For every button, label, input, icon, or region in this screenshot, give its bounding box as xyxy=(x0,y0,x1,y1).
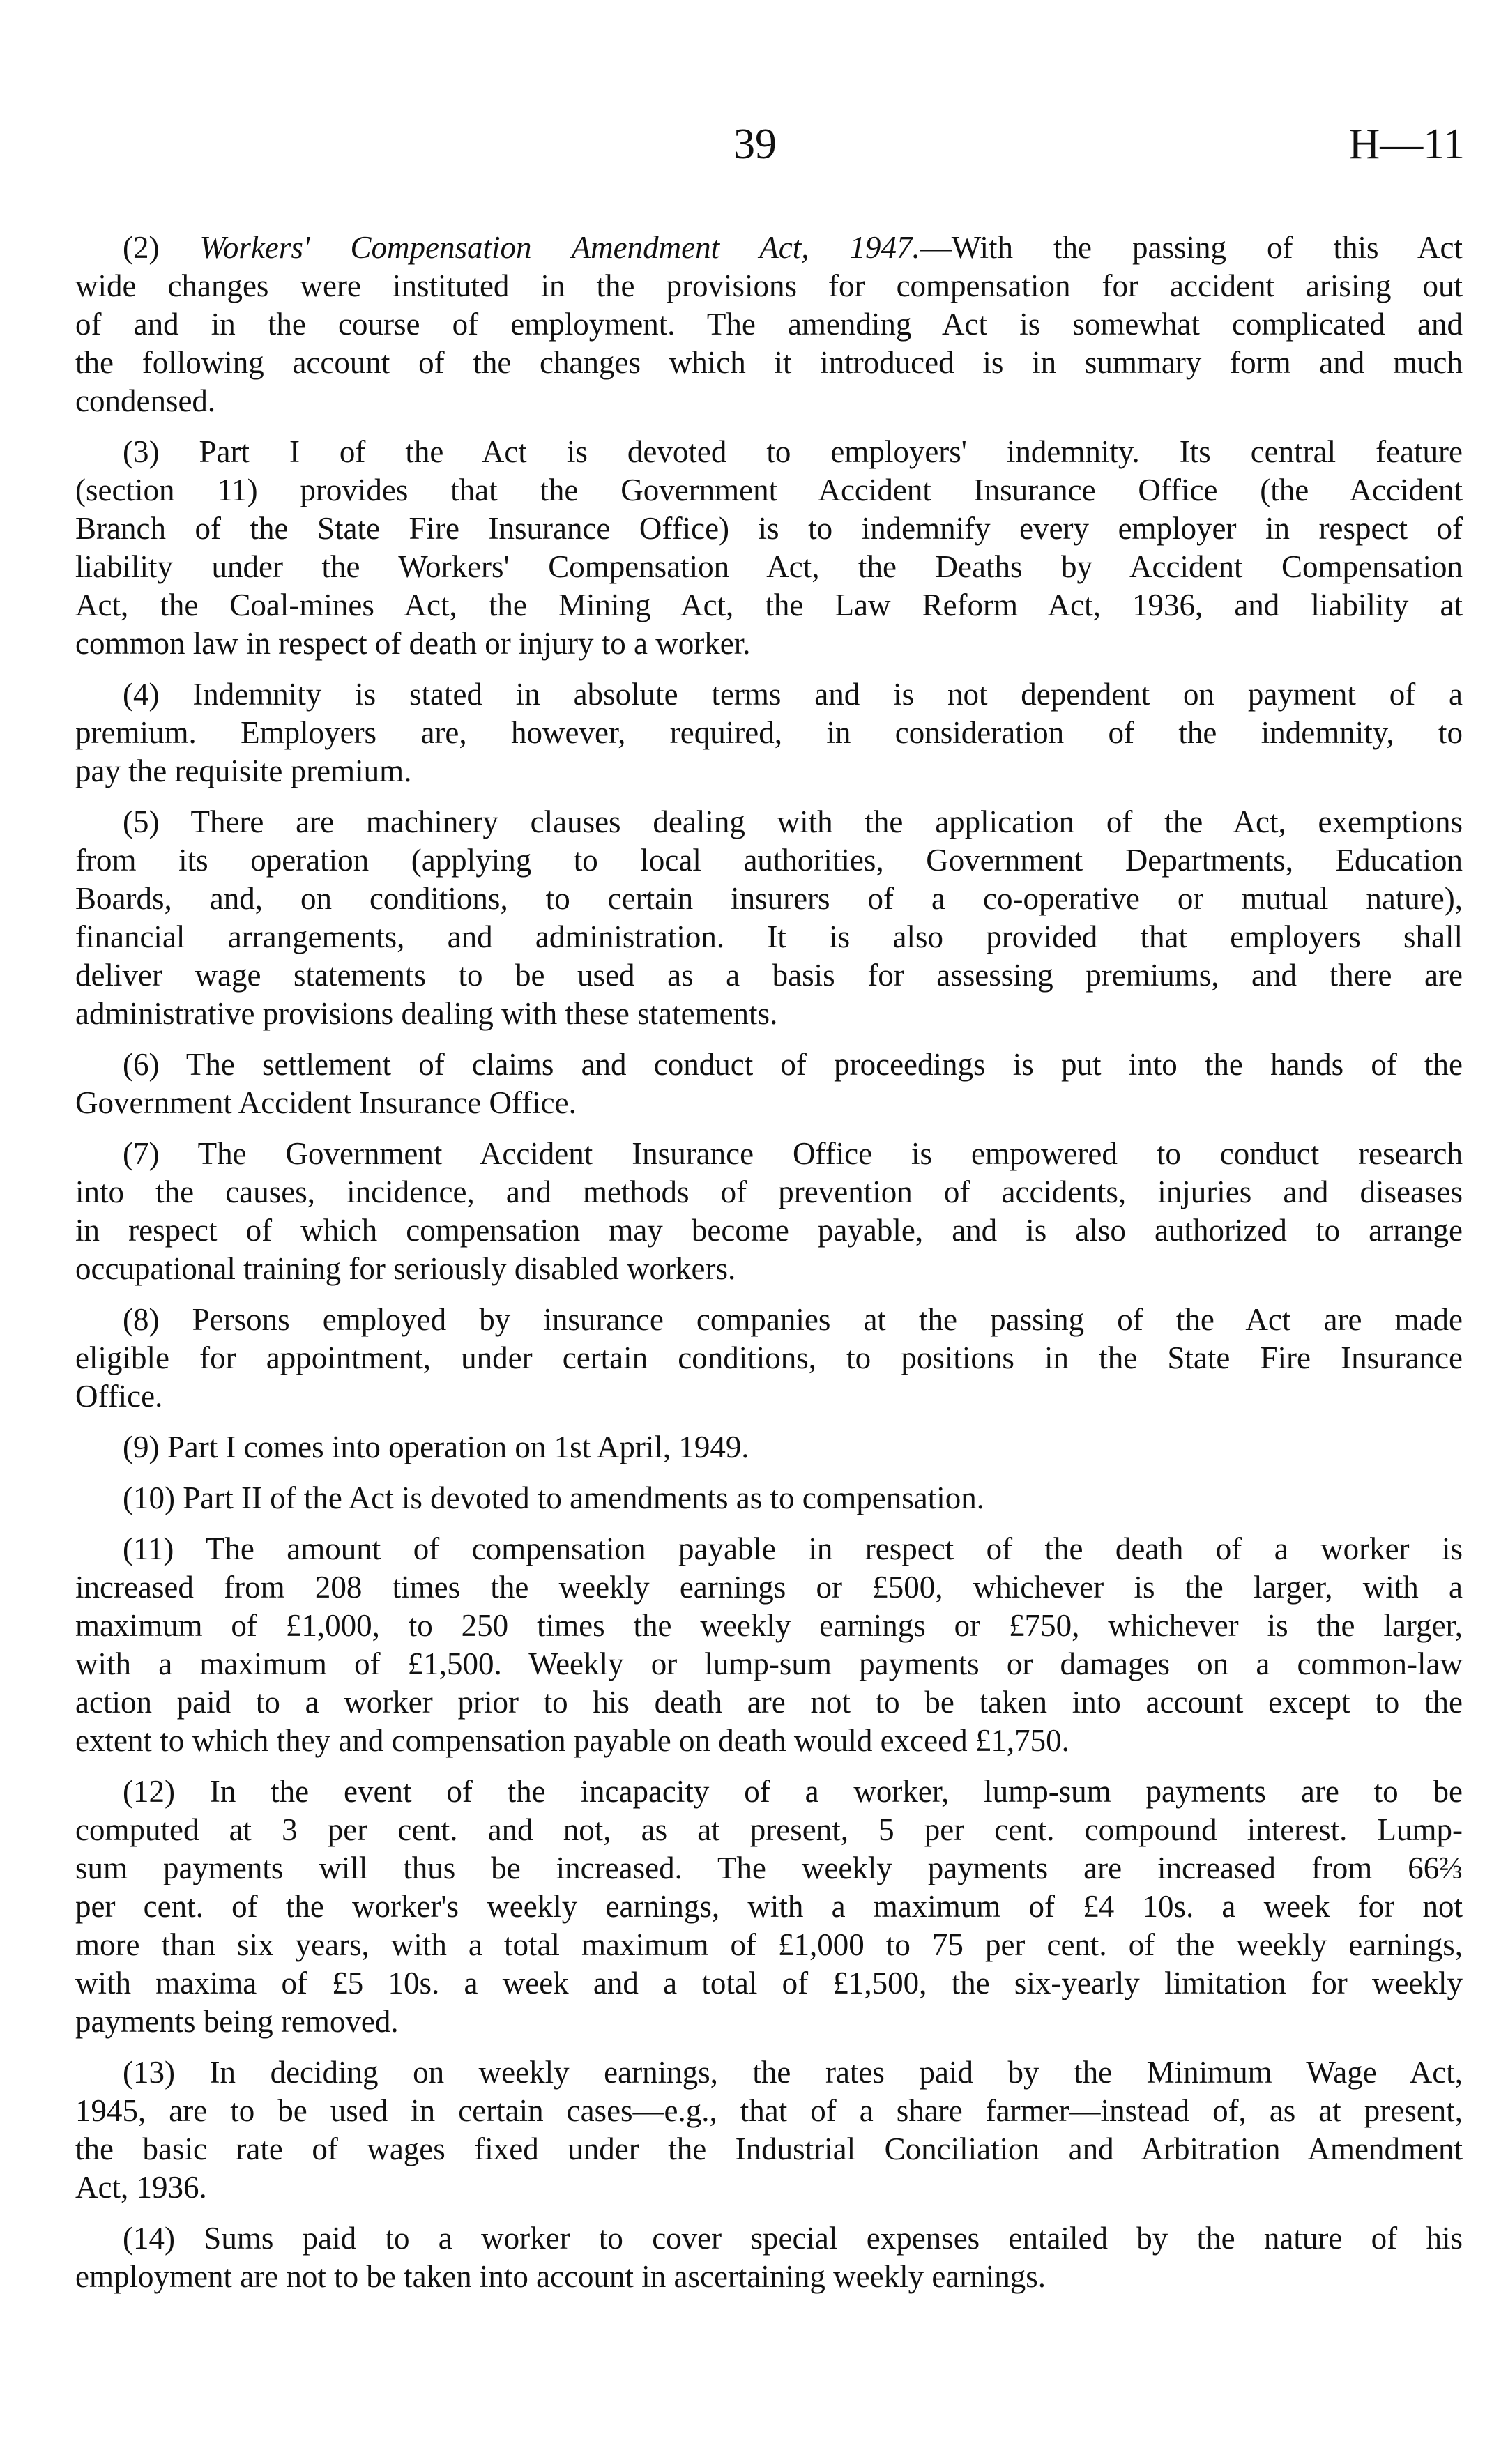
text-line: liability under the Workers' Compensation Act, the Deaths by Accident Compensation xyxy=(75,549,1463,584)
paragraph xyxy=(75,229,1463,420)
text-line: premium. Employers are, however, required, in consideration of the indemnity, to xyxy=(75,715,1463,750)
paragraph xyxy=(75,803,1463,1033)
text-line: the basic rate of wages fixed under the Industrial Conciliation and Arbitration Amendment xyxy=(75,2132,1463,2166)
text-line: 1945, are to be used in certain cases—e.g., that of a share farmer—instead of, as at present, xyxy=(75,2093,1463,2128)
text-line: (section 11) provides that the Government Accident Insurance Office (the Accident xyxy=(75,473,1463,507)
document-reference: H—11 xyxy=(1348,121,1465,168)
text-line: (3) Part I of the Act is devoted to employers' indemnity. Its central feature xyxy=(123,434,1463,469)
paragraph xyxy=(75,1301,1463,1416)
paragraph xyxy=(75,1428,1463,1467)
text-line: occupational training for seriously disabled workers. xyxy=(75,1251,736,1286)
paragraph xyxy=(75,1530,1463,1760)
text-line: condensed. xyxy=(75,383,216,418)
text-line: (4) Indemnity is stated in absolute terms and is not dependent on payment of a xyxy=(123,677,1463,712)
text-line: (12) In the event of the incapacity of a worker, lump-sum payments are to be xyxy=(123,1774,1463,1809)
text-line: financial arrangements, and administration. It is also provided that employers shall xyxy=(75,919,1463,954)
text-line: the following account of the changes which it introduced is in summary form and much xyxy=(75,345,1463,380)
text-line: (14) Sums paid to a worker to cover special expenses entailed by the nature of his xyxy=(123,2221,1463,2256)
text-line: Act, 1936. xyxy=(75,2170,207,2205)
text-line: common law in respect of death or injury to a worker. xyxy=(75,626,751,661)
text-line: wide changes were instituted in the provisions for compensation for accident arising out xyxy=(75,268,1463,303)
paragraph xyxy=(75,1135,1463,1288)
text-line: (10) Part II of the Act is devoted to amendments as to compensation. xyxy=(123,1480,984,1515)
text-line: (11) The amount of compensation payable in respect of the death of a worker is xyxy=(123,1531,1463,1566)
paragraph xyxy=(75,1479,1463,1517)
text-line: (8) Persons employed by insurance companies at the passing of the Act are made xyxy=(123,1302,1463,1337)
act-title: Workers' Compensation Amendment Act, 1947. xyxy=(199,230,920,265)
paragraph xyxy=(75,1773,1463,2041)
text-line: into the causes, incidence, and methods of prevention of accidents, injuries and diseases xyxy=(75,1174,1463,1209)
text-line: per cent. of the worker's weekly earnings, with a maximum of £4 10s. a week for not xyxy=(75,1889,1463,1924)
text-line: (7) The Government Accident Insurance Office is empowered to conduct research xyxy=(123,1136,1463,1171)
line-text: —With the passing of this Act xyxy=(920,230,1463,265)
text-line: action paid to a worker prior to his death are not to be taken into account except to the xyxy=(75,1685,1463,1720)
text-line: administrative provisions dealing with these statements. xyxy=(75,996,778,1031)
text-line: employment are not to be taken into account in ascertaining weekly earnings. xyxy=(75,2259,1046,2294)
text-line xyxy=(75,229,1463,267)
text-line: more than six years, with a total maximum of £1,000 to 75 per cent. of the weekly earnings, xyxy=(75,1927,1463,1962)
text-line: from its operation (applying to local authorities, Government Departments, Education xyxy=(75,843,1463,878)
paragraph xyxy=(75,675,1463,790)
paragraph xyxy=(75,1046,1463,1122)
text-line: sum payments will thus be increased. The weekly payments are increased from 66⅔ xyxy=(75,1851,1463,1885)
text-line: Branch of the State Fire Insurance Office) is to indemnify every employer in respect of xyxy=(75,511,1463,546)
text-line: Government Accident Insurance Office. xyxy=(75,1085,577,1120)
paragraph xyxy=(75,2053,1463,2207)
text-line: of and in the course of employment. The amending Act is somewhat complicated and xyxy=(75,307,1463,342)
text-line: eligible for appointment, under certain conditions, to positions in the State Fire Insurance xyxy=(75,1340,1463,1375)
text-line: in respect of which compensation may become payable, and is also authorized to arrange xyxy=(75,1213,1463,1248)
text-line: (9) Part I comes into operation on 1st April, 1949. xyxy=(123,1430,749,1464)
paragraph xyxy=(75,433,1463,663)
text-line: extent to which they and compensation payable on death would exceed £1,750. xyxy=(75,1723,1069,1758)
text-line: Office. xyxy=(75,1379,163,1414)
text-line: maximum of £1,000, to 250 times the weekly earnings or £750, whichever is the larger, xyxy=(75,1608,1463,1643)
document-body xyxy=(75,229,1463,2309)
paragraph xyxy=(75,2219,1463,2296)
text-line: Boards, and, on conditions, to certain insurers of a co-operative or mutual nature), xyxy=(75,881,1463,916)
text-line: deliver wage statements to be used as a basis for assessing premiums, and there are xyxy=(75,958,1463,993)
text-line: with maxima of £5 10s. a week and a total of £1,500, the six-yearly limitation for weekly xyxy=(75,1966,1463,2000)
text-line: payments being removed. xyxy=(75,2004,399,2039)
text-line: pay the requisite premium. xyxy=(75,753,412,788)
text-line: with a maximum of £1,500. Weekly or lump-sum payments or damages on a common-law xyxy=(75,1646,1463,1681)
paragraph-number: (2) xyxy=(123,230,160,265)
page-number: 39 xyxy=(733,121,777,168)
text-line: increased from 208 times the weekly earnings or £500, whichever is the larger, with a xyxy=(75,1570,1463,1605)
text-line: (13) In deciding on weekly earnings, the rates paid by the Minimum Wage Act, xyxy=(123,2055,1463,2090)
text-line: Act, the Coal-mines Act, the Mining Act, the Law Reform Act, 1936, and liability at xyxy=(75,588,1463,622)
text-line: (5) There are machinery clauses dealing with the application of the Act, exemptions xyxy=(123,804,1463,839)
text-line: (6) The settlement of claims and conduct of proceedings is put into the hands of the xyxy=(123,1047,1463,1082)
text-line: computed at 3 per cent. and not, as at present, 5 per cent. compound interest. Lump- xyxy=(75,1812,1463,1847)
